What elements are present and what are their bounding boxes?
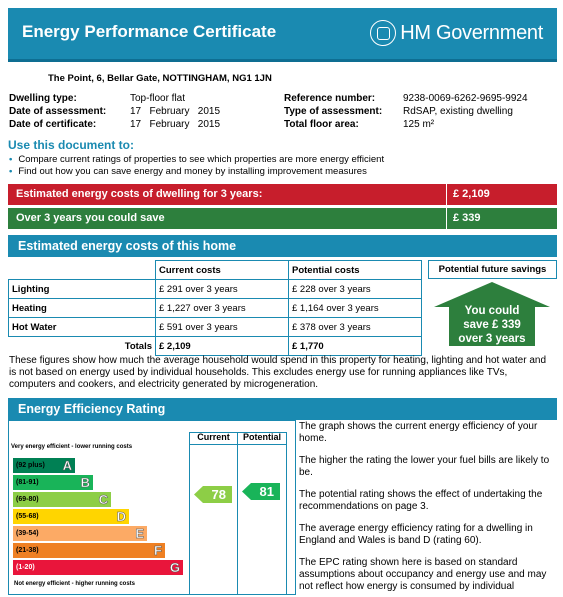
savings-line-1: You could [464, 305, 520, 317]
table-row [9, 318, 422, 337]
savings-value: £ 339 [446, 208, 487, 229]
assessment-type-label: Type of assessment: [284, 106, 383, 117]
details-right-labels [284, 92, 382, 131]
totals-row [9, 337, 422, 356]
bullet-icon: • [9, 166, 13, 177]
assessment-date-label: Date of assessment: [9, 106, 107, 117]
details-left-values [130, 92, 220, 131]
row-label: Hot Water [9, 318, 156, 337]
potential-column-header: Potential [242, 432, 281, 442]
potential-rating-value: 81 [259, 484, 274, 499]
potential-cost-cell: £ 228 over 3 years [289, 280, 422, 299]
list-item: • Find out how you can save energy and money by installing improvement measures [9, 166, 367, 177]
column-divider [189, 432, 190, 595]
certificate-title: Energy Performance Certificate [22, 22, 277, 41]
row-label: Lighting [9, 280, 156, 299]
band-g: (1-20) G [13, 560, 183, 575]
column-divider [237, 432, 238, 595]
certificate-date-label: Date of certificate: [9, 119, 97, 130]
savings-bar [8, 208, 557, 229]
savings-line-2: save £ 339 [463, 319, 521, 331]
dwelling-type-label: Dwelling type: [9, 93, 77, 104]
potential-rating-arrow [242, 483, 280, 500]
efficient-note: Very energy efficient - lower running costs [11, 444, 133, 450]
reference-number-label: Reference number: [284, 93, 376, 104]
potential-cost-cell: £ 378 over 3 years [289, 318, 422, 337]
rating-note: The higher the rating the lower your fuel bills are likely to be. [299, 455, 550, 478]
dwelling-type-value: Top-floor flat [130, 93, 186, 104]
assessment-type-value: RdSAP, existing dwelling [403, 106, 513, 117]
energy-costs-table [8, 260, 422, 356]
band-b: (81-91) B [13, 475, 93, 490]
band-d: (55-68) D [13, 509, 129, 524]
current-cost-cell: £ 1,227 over 3 years [156, 299, 289, 318]
hm-government-logo [370, 20, 543, 46]
costs-explanation: These figures show how much the average household would spend in this property for heating, lighting and hot water and is not based on energy used by individual households. This excludes energy use for running appliances like TVs, computers and cookers, and electricity generated by microgeneration. [9, 355, 547, 390]
savings-arrow-icon [433, 281, 551, 347]
potential-total: £ 1,770 [289, 337, 422, 356]
potential-cost-cell: £ 1,164 over 3 years [289, 299, 422, 318]
band-f: (21-38) F [13, 543, 165, 558]
rating-note: The potential rating shows the effect of undertaking the recommendations on page 3. [299, 489, 543, 512]
table-row [9, 280, 422, 299]
current-rating-arrow [194, 486, 232, 503]
details-right-values [403, 92, 528, 131]
reference-number-value: 9238-0069-6262-9695-9924 [403, 93, 528, 104]
efficiency-rating-section-header [8, 398, 557, 420]
current-rating-value: 78 [211, 487, 226, 502]
details-left-labels [9, 92, 106, 131]
table-row [9, 299, 422, 318]
table-header-row [9, 261, 422, 280]
current-total: £ 2,109 [156, 337, 289, 356]
royal-crest-icon [370, 20, 396, 46]
inefficient-note: Not energy efficient - higher running costs [14, 581, 136, 587]
rating-explanation [299, 421, 557, 597]
row-label: Heating [9, 299, 156, 318]
floor-area-label: Total floor area: [284, 119, 359, 130]
rating-note: The average energy efficiency rating for a dwelling in England and Wales is band D (rating 60). [299, 523, 533, 546]
use-document-title: Use this document to: [8, 138, 135, 152]
band-e: (39-54) E [13, 526, 147, 541]
use-document-list [9, 154, 384, 178]
government-name: HM Government [400, 21, 543, 44]
efficiency-rating-graph [8, 420, 296, 595]
band-a: (92 plus) A [13, 458, 75, 473]
current-cost-cell: £ 591 over 3 years [156, 318, 289, 337]
savings-label: Over 3 years you could save [16, 212, 165, 224]
rating-note: The graph shows the current energy efficiency of your home. [299, 421, 538, 444]
estimated-cost-label: Estimated energy costs of dwelling for 3 years: [16, 188, 263, 200]
property-address: The Point, 6, Bellar Gate, NOTTINGHAM, NG1 1JN [48, 73, 272, 84]
certificate-header [8, 8, 557, 62]
current-costs-header: Current costs [156, 261, 289, 280]
bullet-icon: • [9, 154, 13, 165]
rating-note: The EPC rating shown here is based on standard assumptions about occupancy and energy use and may not reflect how energy is consumed by individual [299, 557, 547, 592]
savings-line-3: over 3 years [458, 333, 526, 345]
totals-label: Totals [9, 337, 156, 356]
column-divider [190, 444, 286, 445]
efficiency-rating-title: Energy Efficiency Rating [18, 402, 166, 416]
list-item: • Compare current ratings of properties to see which properties are more energy efficient [9, 154, 385, 165]
current-cost-cell: £ 291 over 3 years [156, 280, 289, 299]
assessment-date-value: 17 February 2015 [130, 106, 221, 117]
potential-costs-header: Potential costs [289, 261, 422, 280]
certificate-date-value: 17 February 2015 [130, 119, 221, 130]
estimated-cost-bar [8, 184, 557, 205]
potential-savings-header: Potential future savings [428, 260, 557, 279]
current-column-header: Current [197, 432, 230, 442]
energy-costs-section-header [8, 235, 557, 257]
floor-area-value: 125 m² [403, 119, 435, 130]
column-divider [286, 432, 287, 595]
band-c: (69-80) C [13, 492, 111, 507]
energy-costs-title: Estimated energy costs of this home [18, 239, 237, 253]
estimated-cost-value: £ 2,109 [446, 184, 496, 205]
